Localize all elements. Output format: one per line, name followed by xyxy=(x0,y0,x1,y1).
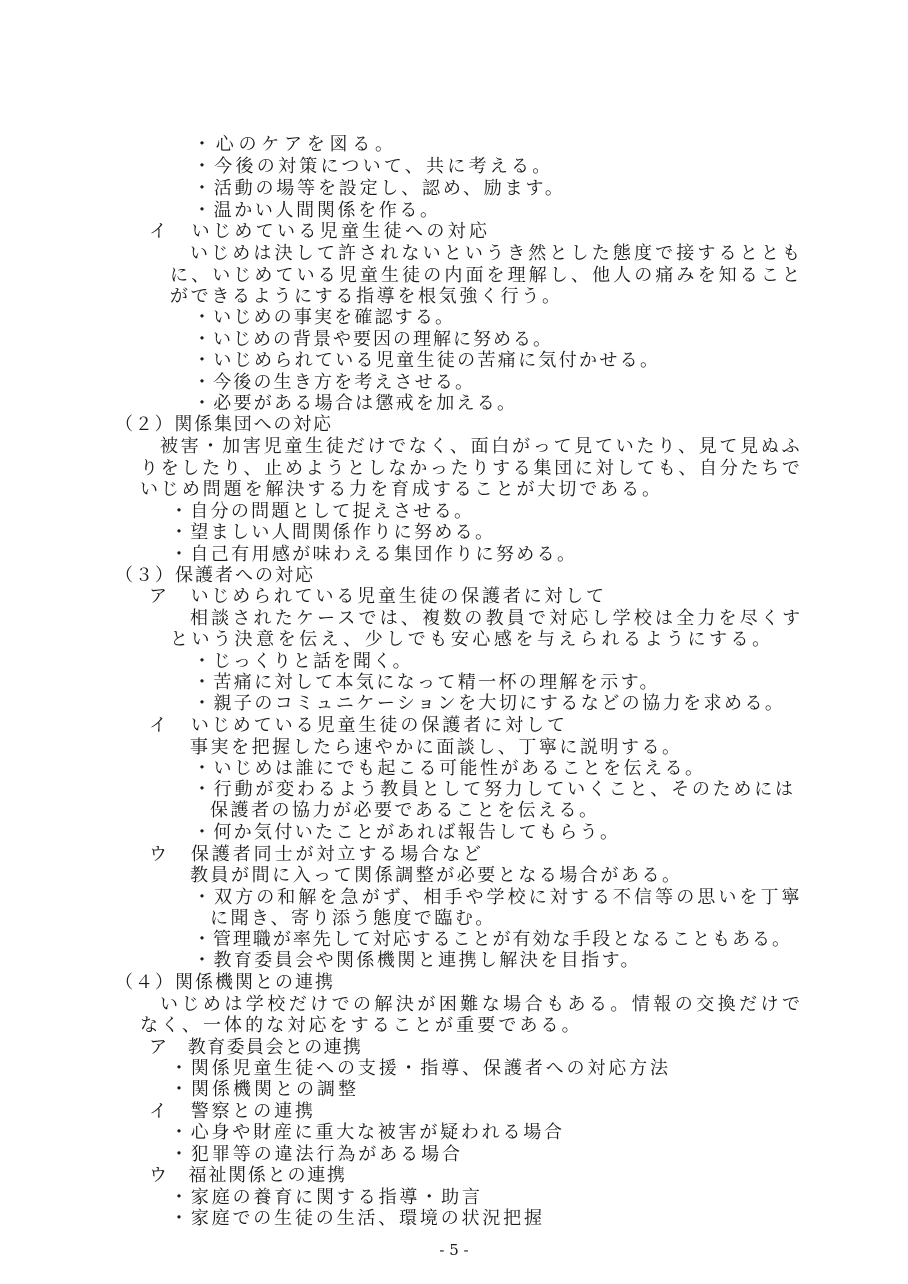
text-line: ・今後の生き方を考えさせる。 xyxy=(193,372,476,393)
text-line: 教員が間に入って関係調整が必要となる場合がある。 xyxy=(190,865,683,886)
text-line: いじめは決して許されないというき然とした態度で接するととも xyxy=(190,243,804,264)
text-line: ウ 保護者同士が対立する場合など xyxy=(149,844,484,865)
text-line: ウ 福祉関係との連携 xyxy=(149,1165,347,1186)
section-heading: （４）関係機関との連携 xyxy=(115,972,335,993)
text-line: 保護者の協力が必要であることを伝える。 xyxy=(210,800,600,821)
text-line: 相談されたケースでは、複数の教員で対応し学校は全力を尽くす xyxy=(190,608,804,629)
text-line: ア 教育委員会との連携 xyxy=(149,1037,363,1058)
text-line: ができるようにする指導を根気強く行う。 xyxy=(170,286,563,307)
text-line: 被害・加害児童生徒だけでなく、面白がって見ていたり、見て見ぬふ xyxy=(160,436,803,457)
text-line: いじめは学校だけでの解決が困難な場合もある。情報の交換だけで xyxy=(160,994,804,1015)
section-heading: （３）保護者への対応 xyxy=(115,565,315,586)
text-line: ・犯罪等の違法行為がある場合 xyxy=(170,1144,463,1165)
text-line: ・何か気付いたことがあれば報告してもらう。 xyxy=(193,822,621,843)
text-line: ・心のケアを図る。 xyxy=(193,134,398,155)
text-line: ・心身や財産に重大な被害が疑われる場合 xyxy=(170,1122,565,1143)
text-line: ・親子のコミュニケーションを大切にするなどの協力を求める。 xyxy=(193,693,786,714)
text-line: ・いじめられている児童生徒の苦痛に気付かせる。 xyxy=(193,350,661,371)
text-line: という決意を伝え、少しでも安心感を与えられるようにする。 xyxy=(170,629,774,650)
text-line: りをしたり、止めようとしなかったりする集団に対しても、自分たちで xyxy=(140,458,803,479)
text-line: ・温かい人間関係を作る。 xyxy=(193,200,441,221)
text-line: ・望ましい人間関係作りに努める。 xyxy=(170,522,496,543)
text-line: ・いじめの事実を確認する。 xyxy=(193,307,456,328)
text-line: ・いじめは誰にでも起こる可能性があることを伝える。 xyxy=(193,758,706,779)
text-line: ア いじめられている児童生徒の保護者に対して xyxy=(149,586,607,607)
text-line: ・家庭での生徒の生活、環境の状況把握 xyxy=(170,1208,545,1229)
text-line: ・管理職が率先して対応することが有効な手段となることもある。 xyxy=(193,929,792,950)
text-line: イ いじめている児童生徒の保護者に対して xyxy=(149,715,568,736)
text-line: ・関係機関との調整 xyxy=(170,1079,359,1100)
text-line: ・自分の問題として捉えさせる。 xyxy=(170,501,475,522)
text-line: ・苦痛に対して本気になって精一杯の理解を示す。 xyxy=(193,672,660,693)
text-line: イ 警察との連携 xyxy=(149,1101,316,1122)
text-line: ・活動の場等を設定し、認め、励ます。 xyxy=(193,178,566,199)
text-line: いじめ問題を解決する力を育成することが大切である。 xyxy=(140,479,663,500)
text-line: ・関係児童生徒への支援・指導、保護者への対応方法 xyxy=(170,1058,671,1079)
text-line: 事実を把握したら速やかに面談し、丁寧に説明する。 xyxy=(190,737,683,758)
text-line: に聞き、寄り添う態度で臨む。 xyxy=(210,908,496,929)
text-line: ・教育委員会や関係機関と連携し解決を目指す。 xyxy=(193,950,641,971)
page-number: - 5 - xyxy=(439,1241,469,1259)
text-line: ・必要がある場合は懲戒を加える。 xyxy=(193,393,518,414)
text-line: ・いじめの背景や要因の理解に努める。 xyxy=(193,329,553,350)
text-line: ・家庭の養育に関する指導・助言 xyxy=(170,1187,483,1208)
text-line: ・自己有用感が味わえる集団作りに努める。 xyxy=(170,544,578,565)
text-line: ・じっくりと話を聞く。 xyxy=(193,651,413,672)
text-line: に、いじめている児童生徒の内面を理解し、他人の痛みを知ること xyxy=(170,265,804,286)
section-heading: （２）関係集団への対応 xyxy=(115,414,333,435)
text-line: イ いじめている児童生徒への対応 xyxy=(149,221,491,242)
text-line: ・今後の対策について、共に考える。 xyxy=(193,156,554,177)
text-line: ・双方の和解を急がず、相手や学校に対する不信等の思いを丁寧 xyxy=(193,887,803,908)
text-line: ・行動が変わるよう教員として努力していくこと、そのためには xyxy=(193,779,796,800)
text-line: なく、一体的な対応をすることが重要である。 xyxy=(140,1015,583,1036)
